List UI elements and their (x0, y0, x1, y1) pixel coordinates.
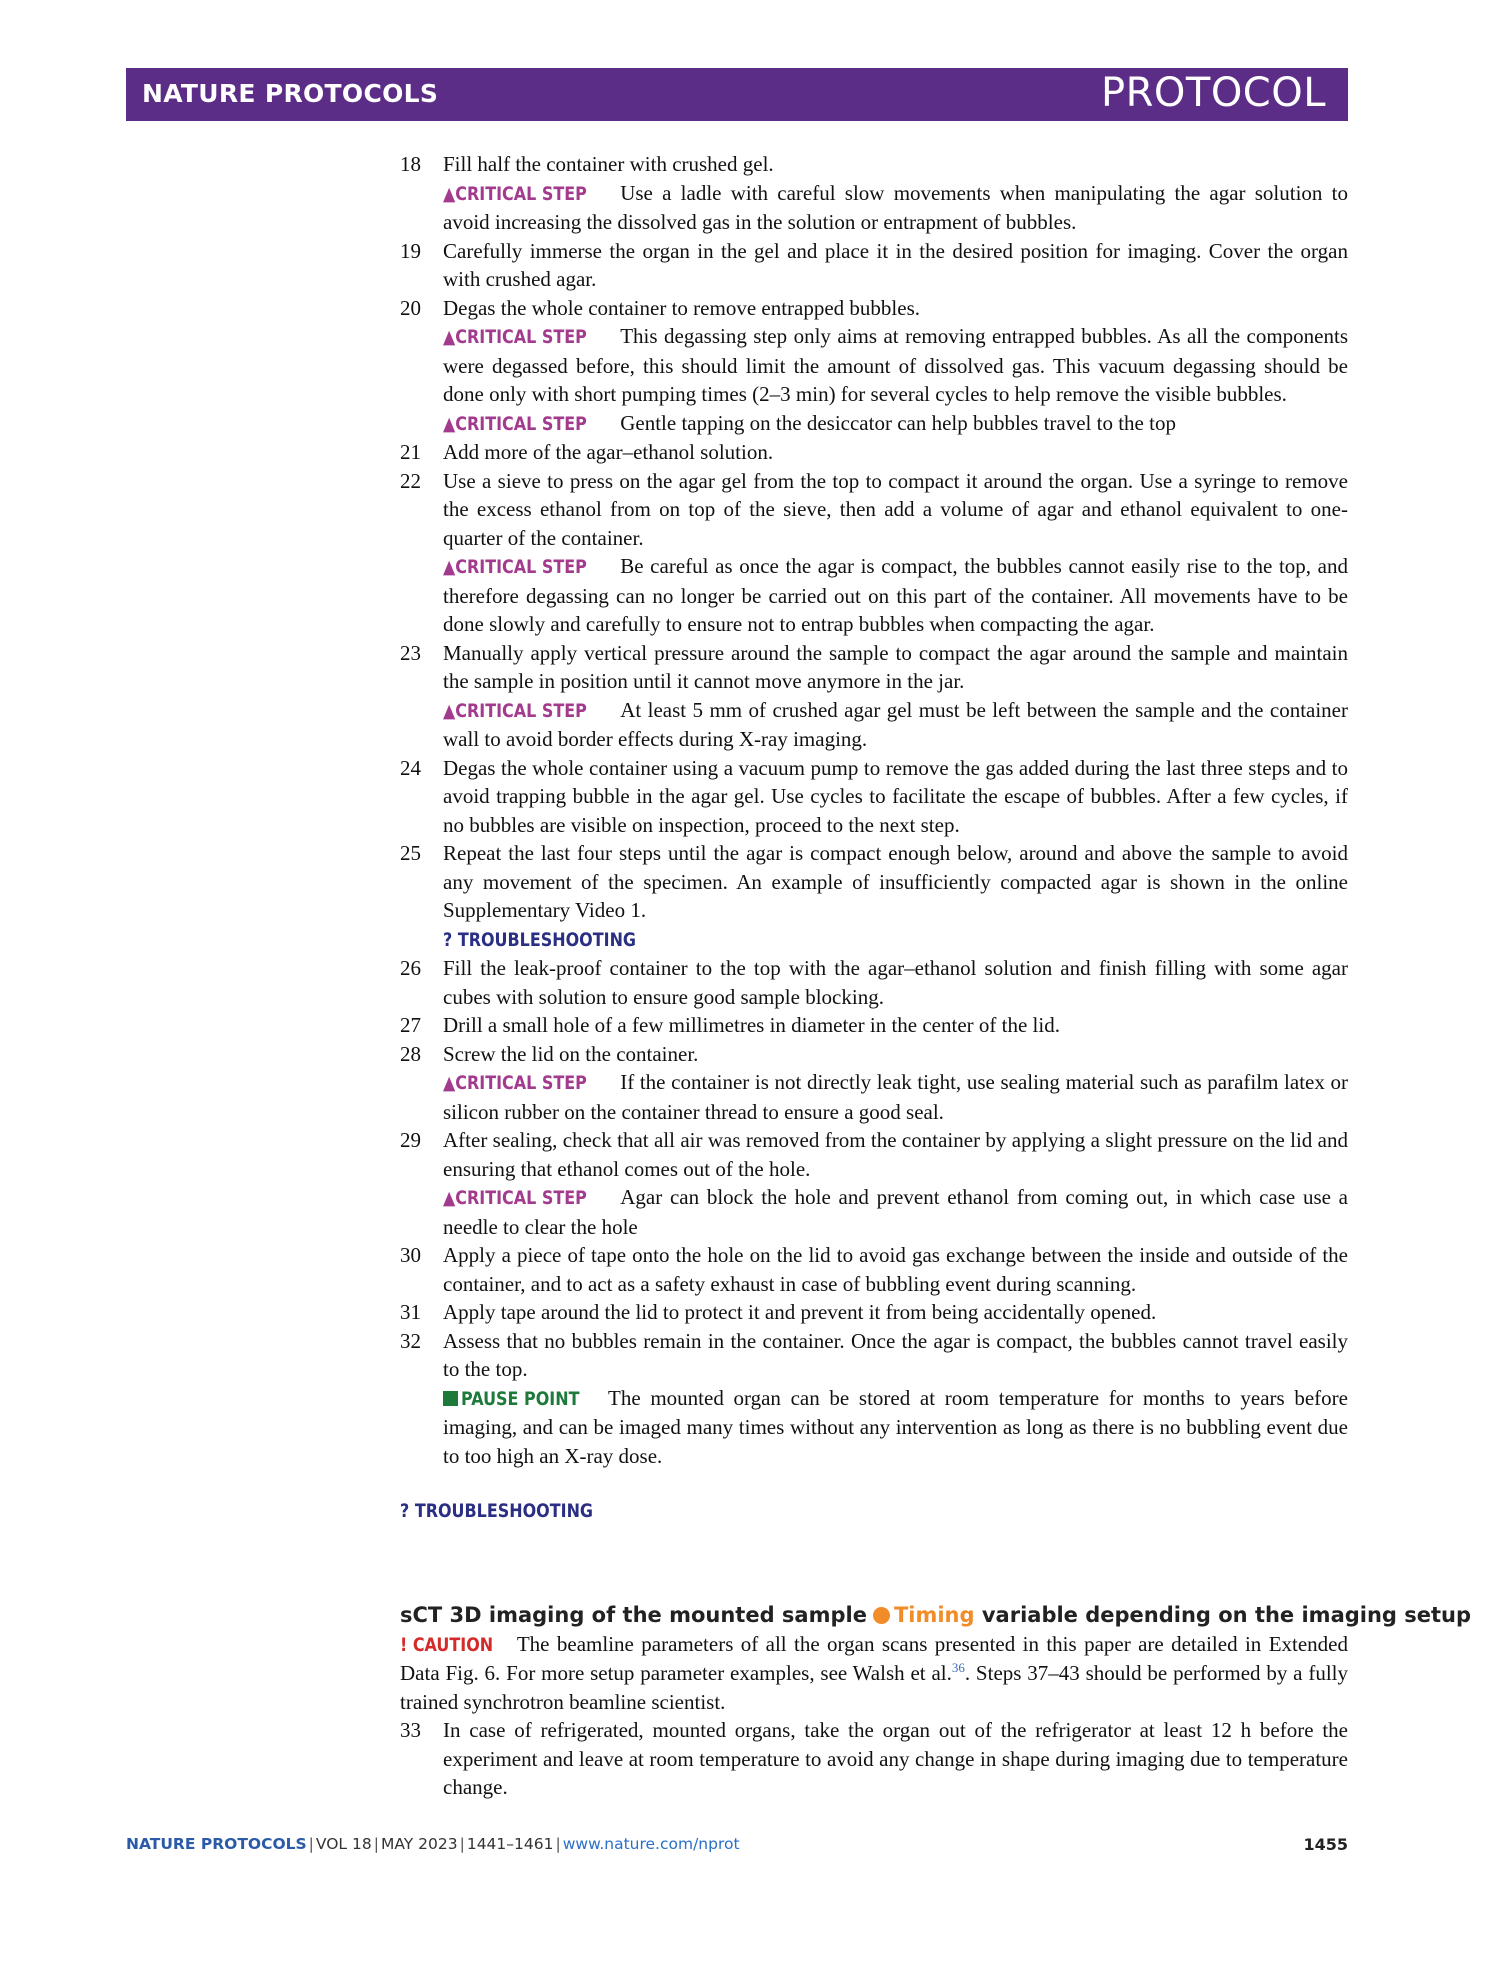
step-text: After sealing, check that all air was removed from the container by applying a slight pressure on the lid and ensuring that ethanol comes out of the hole. (443, 1128, 1348, 1181)
step-21 (400, 438, 1348, 467)
section-title: sCT 3D imaging of the mounted sample (400, 1602, 867, 1627)
footer-url-link[interactable]: www.nature.com/nprot (562, 1835, 740, 1853)
step-number: 30 (400, 1243, 421, 1267)
critical-step-label: ▲CRITICAL STEP (443, 1187, 587, 1209)
step-number: 27 (400, 1013, 421, 1037)
reference-36[interactable]: 36 (951, 1660, 965, 1675)
pause-point-label: PAUSE POINT (461, 1387, 580, 1410)
caution-note (400, 1630, 1348, 1717)
step-number: 24 (400, 755, 421, 780)
footer-volume: VOL 18 (315, 1835, 372, 1853)
step-number: 29 (400, 1128, 421, 1152)
step-text: Assess that no bubbles remain in the container. Once the agar is compact, the bubbles cannot travel easily to the top. (443, 1328, 1348, 1381)
step-25 (400, 839, 1348, 954)
step-number: 20 (400, 295, 421, 320)
step-text: Degas the whole container to remove entrapped bubbles. (443, 295, 921, 320)
critical-step-text: Agar can block the hole and prevent ethanol from coming out, in which case use a needle to clear the hole (443, 1185, 1348, 1239)
step-text: Apply tape around the lid to protect it and prevent it from being accidentally opened. (443, 1300, 1157, 1324)
journal-name: NATURE PROTOCOLS (142, 79, 439, 108)
caution-text-tail: . Steps 37–43 should be performed by a fully trained synchrotron beamline scientist. (400, 1661, 1348, 1714)
step-number: 21 (400, 440, 421, 464)
troubleshooting-label[interactable]: ? TROUBLESHOOTING (443, 928, 637, 951)
troubleshooting-link[interactable] (443, 925, 1348, 955)
step-29 (400, 1126, 1348, 1241)
step-number: 26 (400, 956, 421, 980)
step-33 (400, 1716, 1348, 1802)
critical-step-text: At least 5 mm of crushed agar gel must be left between the sample and the container wall to avoid border effects during X-ray imaging. (443, 697, 1348, 751)
step-text: Manually apply vertical pressure around the sample to compact the agar around the sample and maintain the sample in position until it cannot move anymore in the jar. (443, 640, 1348, 693)
critical-step-text: This degassing step only aims at removing entrapped bubbles. As all the components were degassed before, this should limit the amount of dissolved gas. This vacuum degassing should be done only with short pumping times (2–3 min) for several cycles to help remove the visible bubbles. (443, 324, 1348, 406)
timing-dot-icon (873, 1607, 890, 1624)
pause-square-icon (443, 1391, 458, 1406)
step-text: Use a sieve to press on the agar gel from the top to compact it around the organ. Use a syringe to remove the excess ethanol from on top of the sieve, then add a volume of agar and ethanol equivalent to one-quarter of the container. (443, 468, 1348, 550)
footer-journal: NATURE PROTOCOLS (126, 1835, 307, 1853)
critical-step-label: ▲CRITICAL STEP (443, 412, 587, 435)
step-22 (400, 467, 1348, 639)
step-24 (400, 754, 1348, 840)
critical-step-text: Be careful as once the agar is compact, the bubbles cannot easily rise to the top, and therefore degassing can no longer be carried out on this part of the container. All movements have to be done slowly and carefully to ensure not to entrap bubbles when compacting the agar. (443, 554, 1348, 636)
step-text: Carefully immerse the organ in the gel and place it in the desired position for imaging. Cover the organ with crushed agar. (443, 238, 1348, 291)
footer-pages: 1441–1461 (466, 1835, 554, 1853)
step-text: Add more of the agar–ethanol solution. (443, 440, 774, 464)
critical-step-label: ▲CRITICAL STEP (443, 182, 587, 205)
step-number: 32 (400, 1328, 421, 1353)
critical-step-label: ▲CRITICAL STEP (443, 556, 587, 578)
critical-step-note (443, 1183, 1348, 1241)
timing-label: Timing (893, 1602, 975, 1627)
article-type: PROTOCOL (1100, 70, 1326, 116)
pause-point-note (443, 1384, 1348, 1471)
step-30 (400, 1241, 1348, 1298)
step-19 (400, 237, 1348, 294)
step-number: 33 (400, 1718, 421, 1742)
step-text: Repeat the last four steps until the agar is compact enough below, around and above the sample to avoid any movement of the specimen. An example of insufficiently compacted agar is shown in the online Supplementary Video 1. (443, 841, 1348, 922)
critical-step-text: Gentle tapping on the desiccator can help bubbles travel to the top (620, 410, 1176, 435)
step-27 (400, 1011, 1348, 1040)
critical-step-label: ▲CRITICAL STEP (443, 326, 587, 348)
troubleshooting-section-link[interactable] (400, 1496, 1348, 1526)
critical-step-note (443, 409, 1348, 439)
step-number: 25 (400, 841, 421, 865)
step-number: 23 (400, 640, 421, 665)
caution-label: ! CAUTION (400, 1633, 494, 1656)
section-heading (400, 1600, 1472, 1630)
step-text: Fill the leak-proof container to the top with the agar–ethanol solution and finish filling with some agar cubes with solution to ensure good sample blocking. (443, 956, 1348, 1009)
page-number: 1455 (1303, 1835, 1348, 1854)
critical-step-text: Use a ladle with careful slow movements when manipulating the agar solution to avoid increasing the dissolved gas in the solution or entrapment of bubbles. (443, 180, 1348, 234)
step-text: Degas the whole container using a vacuum pump to remove the gas added during the last three steps and to avoid trapping bubble in the agar gel. Use cycles to facilitate the escape of bubbles. After a few cycles, if no bubbles are visible on inspection, proceed to the next step. (443, 755, 1348, 837)
step-text: In case of refrigerated, mounted organs, take the organ out of the refrigerator at least 12 h before the experiment and leave at room temperature to avoid any change in shape during imaging due to temperature change. (443, 1718, 1348, 1799)
critical-step-note (443, 322, 1348, 409)
step-26 (400, 954, 1348, 1011)
footer-date: MAY 2023 (380, 1835, 458, 1853)
critical-step-note (443, 552, 1348, 639)
timing-text: variable depending on the imaging setup (981, 1602, 1472, 1627)
step-number: 28 (400, 1041, 421, 1066)
step-text: Screw the lid on the container. (443, 1041, 699, 1066)
caution-text: The beamline parameters of all the organ scans presented in this paper are detailed in Extended Data Fig. 6. For more setup parameter examples, see Walsh et al. (400, 1631, 1348, 1685)
step-number: 19 (400, 238, 421, 263)
critical-step-text: If the container is not directly leak tight, use sealing material such as parafilm latex or silicon rubber on the container thread to ensure a good seal. (443, 1070, 1348, 1124)
critical-step-note (443, 696, 1348, 754)
critical-step-note (443, 179, 1348, 237)
critical-step-label: ▲CRITICAL STEP (443, 1072, 587, 1094)
step-number: 18 (400, 152, 421, 176)
step-text: Drill a small hole of a few millimetres in diameter in the center of the lid. (443, 1013, 1060, 1037)
step-text: Fill half the container with crushed gel. (443, 152, 774, 176)
protocol-body (400, 150, 1472, 1802)
critical-step-label: ▲CRITICAL STEP (443, 699, 587, 722)
troubleshooting-label[interactable]: ? TROUBLESHOOTING (400, 1500, 594, 1522)
step-18 (400, 150, 1348, 237)
step-number: 22 (400, 468, 421, 493)
step-number: 31 (400, 1300, 421, 1324)
step-20 (400, 294, 1348, 439)
pause-point-text: The mounted organ can be stored at room temperature for months to years before imaging, and can be imaged many times without any intervention as long as there is no bubbling event due to too high an X-ray dose. (443, 1385, 1348, 1468)
step-31 (400, 1298, 1348, 1327)
page-footer: NATURE PROTOCOLS | VOL 18 | MAY 2023 | 1441–1461 | www.nature.com/nprot 1455 (126, 1835, 1348, 1854)
critical-step-note (443, 1068, 1348, 1126)
step-text: Apply a piece of tape onto the hole on the lid to avoid gas exchange between the inside and outside of the container, and to act as a safety exhaust in case of bubbling event during scanning. (443, 1243, 1348, 1296)
step-23 (400, 639, 1348, 754)
step-28 (400, 1040, 1348, 1127)
step-32 (400, 1327, 1348, 1471)
journal-banner (126, 68, 1348, 121)
